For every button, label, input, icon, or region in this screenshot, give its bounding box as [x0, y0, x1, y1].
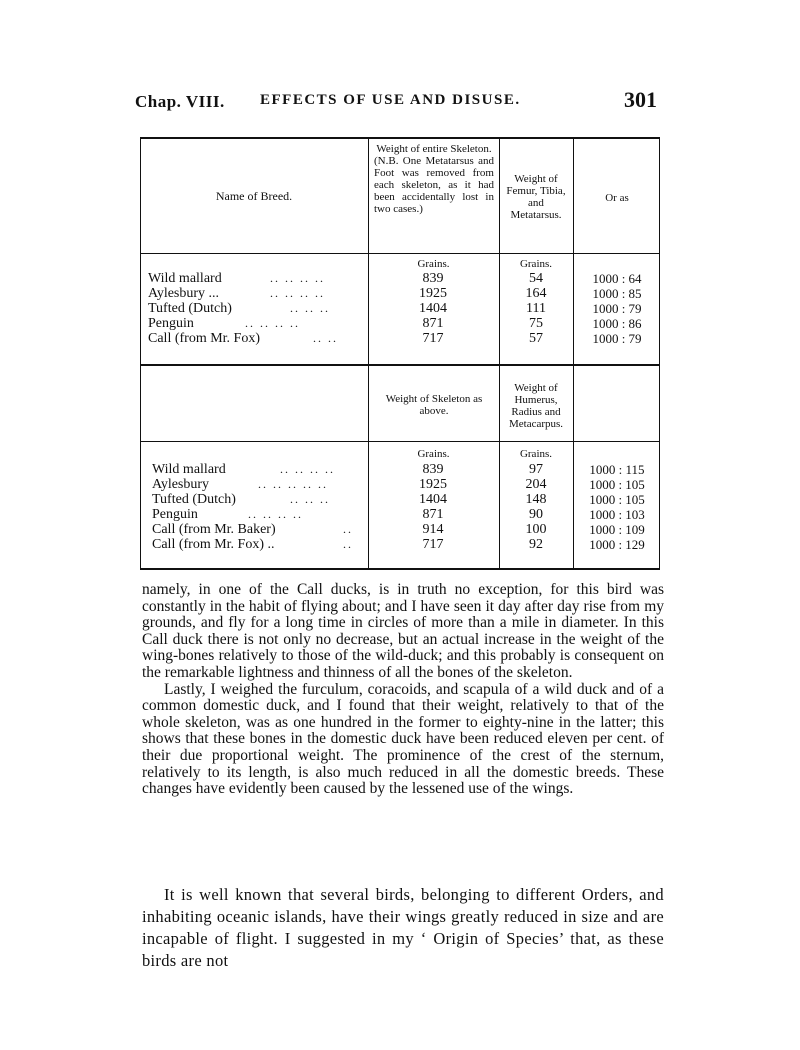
unit-label: Grains.	[519, 448, 553, 460]
table-row	[140, 492, 660, 507]
bone-weight: 75	[529, 316, 543, 331]
bone-weight: 57	[529, 331, 543, 346]
table-row	[140, 271, 660, 286]
skeleton-weight: 871	[422, 507, 444, 522]
bone-weight: 204	[525, 477, 547, 492]
breed-name: Aylesbury	[152, 477, 210, 492]
breed-name: Call (from Mr. Fox)	[148, 331, 260, 346]
col-header-skeleton-weight-2: Weight of Skeleton as above.	[385, 393, 483, 417]
col-header-femur-weight: Weight of Femur, Tibia, and Metatarsus.	[506, 173, 566, 221]
leader-dots: .. ..	[313, 331, 338, 345]
skeleton-weight: 1925	[419, 477, 447, 492]
skeleton-weight: 839	[422, 462, 444, 477]
breed-name: Aylesbury ...	[148, 286, 220, 301]
breed-name: Tufted (Dutch)	[148, 301, 232, 316]
unit-label: Grains.	[519, 258, 553, 270]
bone-weight: 111	[526, 301, 546, 316]
breed-name: Wild mallard	[152, 462, 226, 477]
ratio: 1000 : 79	[592, 301, 642, 316]
leader-dots: ..	[343, 522, 353, 536]
body-text	[142, 582, 664, 798]
ratio: 1000 : 79	[592, 331, 642, 346]
table-bottom-rule	[140, 568, 660, 570]
table-row	[140, 316, 660, 331]
ratio: 1000 : 103	[589, 507, 645, 522]
breed-name: Call (from Mr. Fox) ..	[152, 537, 275, 552]
table-middle-rule	[140, 364, 660, 366]
skeleton-weight: 914	[422, 522, 444, 537]
ratio: 1000 : 129	[589, 537, 645, 552]
paragraph: Lastly, I weighed the furculum, coracoids, and scapula of a wild duck and of a common domestic duck, and I found that their weight, relatively to that of the whole skeleton, was as one hundred in the former to eighty-nine in the latter; this shows that these bones in the domestic duck have been reduced eleven per cent. of their due proportional weight. The prominence of the crest of the sternum, relatively to its length, is also much reduced in all the domestic breeds. These changes have evidently been caused by the lessened use of the wings.	[142, 680, 664, 798]
bone-weight: 92	[529, 537, 543, 552]
bone-weight-table	[140, 137, 660, 570]
ratio: 1000 : 109	[589, 522, 645, 537]
skeleton-weight: 1925	[419, 286, 447, 301]
paragraph: namely, in one of the Call ducks, is in truth no exception, for this bird was constantly in the habit of flying about; and I have seen it day after day rise from my grounds, and fly for a long time in circles of more than a mile in diameter. In this Call duck there is not only no decrease, but an actual increase in the weight of the wing-bones relatively to those of the wild-duck; and this probably is consequent on the remarkable lightness and thinness of all the bones of the skeleton.	[142, 581, 664, 681]
bone-weight: 90	[529, 507, 543, 522]
body-text-continued	[142, 884, 664, 972]
skeleton-weight: 717	[422, 537, 444, 552]
leader-dots: .. .. .. ..	[270, 286, 325, 300]
table-row	[140, 331, 660, 346]
leader-dots: .. .. ..	[290, 492, 330, 506]
skeleton-weight: 839	[422, 271, 444, 286]
skeleton-weight: 1404	[419, 492, 447, 507]
skeleton-weight: 717	[422, 331, 444, 346]
ratio: 1000 : 86	[592, 316, 642, 331]
skeleton-weight: 871	[422, 316, 444, 331]
col-header-humerus-weight: Weight of Humerus, Radius and Metacarpus.	[508, 382, 564, 430]
table-top-rule	[140, 137, 660, 139]
ratio: 1000 : 105	[589, 477, 645, 492]
table-row	[140, 286, 660, 301]
page-number: 301	[624, 87, 657, 112]
table2-header-rule	[140, 441, 660, 442]
ratio: 1000 : 64	[592, 271, 642, 286]
table-row	[140, 462, 660, 477]
col-header-skeleton-title: Weight of entire Skeleton.	[376, 143, 492, 155]
ratio: 1000 : 115	[589, 462, 645, 477]
bone-weight: 54	[529, 271, 543, 286]
ratio: 1000 : 85	[592, 286, 642, 301]
running-title: EFFECTS OF USE AND DISUSE.	[260, 92, 521, 108]
paragraph: It is well known that several birds, belonging to different Orders, and inhabiting oceanic islands, have their wings greatly reduced in size and are incapable of flight. I suggested in my ‘ Origin of Species’ that, as these birds are not	[142, 885, 664, 970]
bone-weight: 164	[525, 286, 547, 301]
col-header-skeleton-weight	[374, 143, 494, 215]
breed-name: Penguin	[152, 507, 198, 522]
leader-dots: ..	[343, 537, 353, 551]
table-row	[140, 477, 660, 492]
unit-label: Grains.	[417, 448, 450, 460]
table-row	[140, 537, 660, 552]
chapter-label: Chap. VIII.	[135, 92, 225, 111]
skeleton-weight: 1404	[419, 301, 447, 316]
breed-name: Tufted (Dutch)	[152, 492, 236, 507]
leader-dots: .. .. .. ..	[270, 271, 325, 285]
bone-weight: 97	[529, 462, 543, 477]
breed-name: Wild mallard	[148, 271, 222, 286]
unit-label: Grains.	[417, 258, 450, 270]
leader-dots: .. .. .. ..	[248, 507, 303, 521]
ratio: 1000 : 105	[589, 492, 645, 507]
leader-dots: .. .. .. ..	[280, 462, 335, 476]
col-header-breed: Name of Breed.	[215, 189, 293, 203]
bone-weight: 148	[525, 492, 547, 507]
leader-dots: .. .. .. ..	[245, 316, 300, 330]
leader-dots: .. .. ..	[290, 301, 330, 315]
table1-header-rule	[140, 253, 660, 254]
breed-name: Penguin	[148, 316, 194, 331]
table-row	[140, 301, 660, 316]
table-row	[140, 522, 660, 537]
col-header-ratio: Or as	[605, 192, 629, 204]
col-header-skeleton-note: (N.B. One Metatarsus and Foot was removed from each skeleton, as it had been accidentally lost in two cases.)	[374, 155, 494, 215]
bone-weight: 100	[525, 522, 547, 537]
table-row	[140, 507, 660, 522]
breed-name: Call (from Mr. Baker)	[152, 522, 276, 537]
leader-dots: .. .. .. .. ..	[258, 477, 328, 491]
